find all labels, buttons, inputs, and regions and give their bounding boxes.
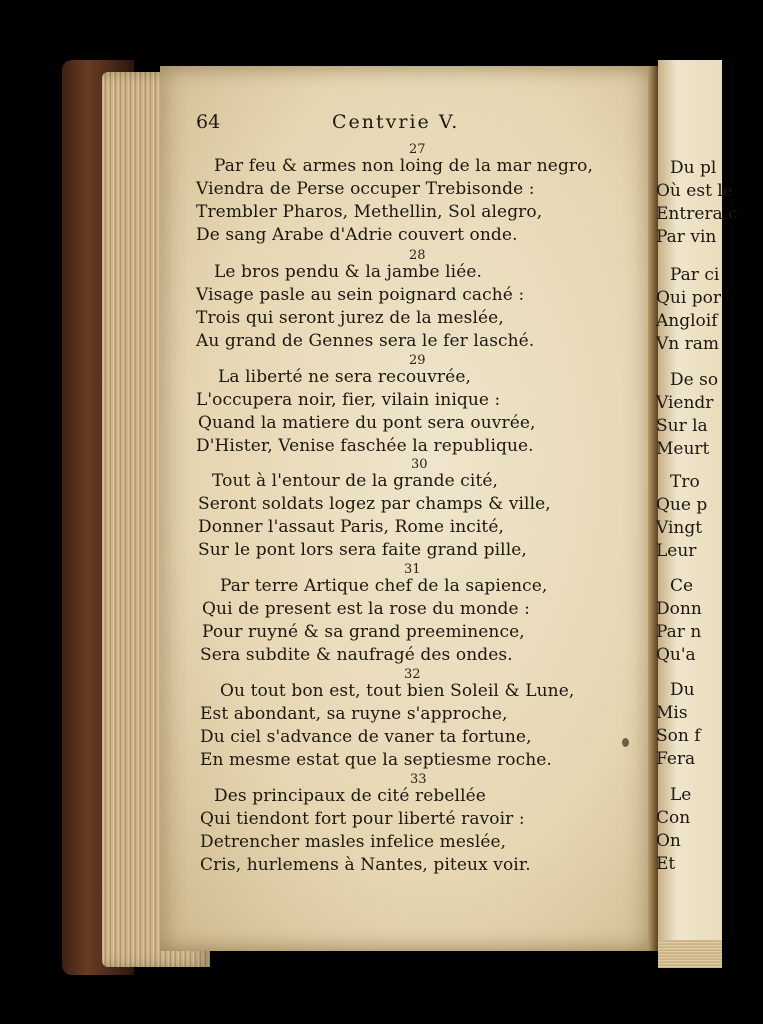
facing-page-line: Entrera c bbox=[656, 204, 738, 224]
facing-page-line: Vingt bbox=[656, 518, 703, 538]
verse-line: Trembler Pharos, Methellin, Sol alegro, bbox=[196, 202, 543, 222]
verse-line: La liberté ne sera recouvrée, bbox=[218, 367, 471, 387]
verse-line: Qui de present est la rose du monde : bbox=[202, 599, 530, 619]
quatrain-number: 32 bbox=[404, 667, 421, 682]
verse-line: Cris, hurlemens à Nantes, piteux voir. bbox=[200, 855, 531, 875]
facing-page-line: Mis bbox=[656, 703, 688, 723]
facing-page-line: Viendr bbox=[656, 393, 714, 413]
verse-line: Du ciel s'advance de vaner ta fortune, bbox=[200, 727, 532, 747]
verse-line: Est abondant, sa ruyne s'approche, bbox=[200, 704, 508, 724]
facing-page-line: Con bbox=[656, 808, 691, 828]
facing-page-line: Et bbox=[656, 854, 676, 874]
verse-line: Sera subdite & naufragé des ondes. bbox=[200, 645, 513, 665]
verse-line: Viendra de Perse occuper Trebisonde : bbox=[196, 179, 535, 199]
page-edges-right bbox=[658, 940, 722, 968]
facing-page-line: Donn bbox=[656, 599, 702, 619]
facing-page-line: Tro bbox=[670, 472, 700, 492]
verse-line: Trois qui seront jurez de la meslée, bbox=[196, 308, 504, 328]
facing-page-clip bbox=[650, 140, 738, 900]
verse-line: Pour ruyné & sa grand preeminence, bbox=[202, 622, 525, 642]
facing-page-line: Son f bbox=[656, 726, 701, 746]
facing-page-line: Que p bbox=[656, 495, 708, 515]
running-head: Centvrie V. bbox=[332, 111, 460, 133]
paper-stain bbox=[622, 738, 629, 747]
verse-line: Ou tout bon est, tout bien Soleil & Lune, bbox=[220, 681, 575, 701]
facing-page-line: Par ci bbox=[670, 265, 720, 285]
facing-page-line: On bbox=[656, 831, 681, 851]
facing-page-line: Le bbox=[670, 785, 692, 805]
verse-line: Par feu & armes non loing de la mar negro, bbox=[214, 156, 593, 176]
verse-line: Le bros pendu & la jambe liée. bbox=[214, 262, 483, 282]
quatrain-number: 31 bbox=[404, 562, 421, 577]
verse-line: Seront soldats logez par champs & ville, bbox=[198, 494, 551, 514]
verse-line: Sur le pont lors sera faite grand pille, bbox=[198, 540, 527, 560]
quatrain-number: 27 bbox=[409, 142, 426, 157]
facing-page-line: Angloif bbox=[656, 311, 718, 331]
quatrain-number: 28 bbox=[409, 248, 426, 263]
facing-page-line: Du pl bbox=[670, 158, 717, 178]
verse-line: En mesme estat que la septiesme roche. bbox=[200, 750, 552, 770]
verse-line: Par terre Artique chef de la sapience, bbox=[220, 576, 548, 596]
quatrain-number: 30 bbox=[411, 457, 428, 472]
verse-line: Donner l'assaut Paris, Rome incité, bbox=[198, 517, 505, 537]
verse-line: Visage pasle au sein poignard caché : bbox=[196, 285, 525, 305]
facing-page-line: Sur la bbox=[656, 416, 708, 436]
facing-page-line: Meurt bbox=[656, 439, 710, 459]
verse-line: Tout à l'entour de la grande cité, bbox=[212, 471, 499, 491]
verse-line: Au grand de Gennes sera le fer lasché. bbox=[196, 331, 535, 351]
facing-page-line: Ce bbox=[670, 576, 694, 596]
page-number: 64 bbox=[196, 111, 221, 133]
verse-line: D'Hister, Venise faschée la republique. bbox=[196, 436, 534, 456]
facing-page-line: Fera bbox=[656, 749, 696, 769]
verse-line: Des principaux de cité rebellée bbox=[214, 786, 486, 806]
facing-page-line: Par n bbox=[656, 622, 702, 642]
page-header bbox=[196, 111, 526, 137]
facing-page-line: Leur bbox=[656, 541, 697, 561]
facing-page-line: Qui por bbox=[656, 288, 721, 308]
facing-page-line: Vn ram bbox=[656, 334, 720, 354]
verse-line: Quand la matiere du pont sera ouvrée, bbox=[198, 413, 536, 433]
facing-page-line: Par vin bbox=[656, 227, 717, 247]
verse-line: De sang Arabe d'Adrie couvert onde. bbox=[196, 225, 518, 245]
facing-page-line: De so bbox=[670, 370, 719, 390]
facing-page-line: Où est le bbox=[656, 181, 733, 201]
facing-page-line: Du bbox=[670, 680, 695, 700]
quatrain-number: 33 bbox=[410, 772, 427, 787]
quatrain-number: 29 bbox=[409, 353, 426, 368]
facing-page-line: Qu'a bbox=[656, 645, 696, 665]
verse-line: L'occupera noir, fier, vilain inique : bbox=[196, 390, 501, 410]
verse-line: Detrencher masles infelice meslée, bbox=[200, 832, 507, 852]
verse-line: Qui tiendont fort pour liberté ravoir : bbox=[200, 809, 525, 829]
